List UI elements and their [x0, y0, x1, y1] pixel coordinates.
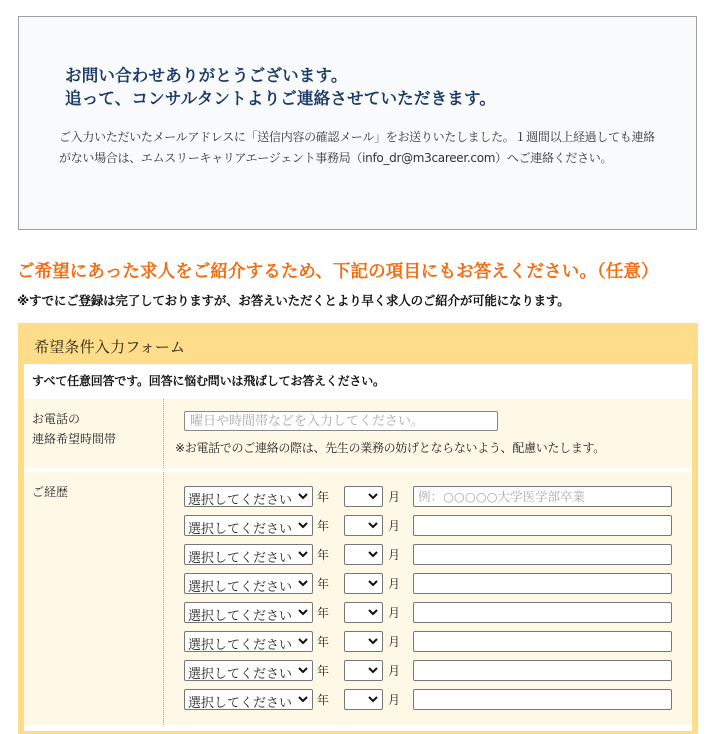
chevron-down-icon — [367, 664, 379, 676]
career-month-select[interactable] — [344, 689, 383, 710]
phone-time-input[interactable] — [184, 411, 498, 431]
month-unit-label: 月 — [388, 490, 401, 504]
career-detail-input[interactable] — [413, 689, 672, 710]
year-unit-label: 年 — [317, 693, 330, 707]
career-entry — [24, 544, 692, 565]
career-year-select[interactable] — [184, 486, 313, 507]
career-detail-input[interactable] — [413, 544, 672, 565]
chevron-down-icon — [367, 635, 379, 647]
career-month-select[interactable] — [344, 486, 383, 507]
career-entry — [24, 602, 692, 623]
year-unit-label: 年 — [317, 664, 330, 678]
chevron-down-icon — [297, 519, 309, 531]
thanks-body-text: ご入力いただいたメールアドレスに「送信内容の確認メール」をお送りいたしました。１週間以上経過しても連絡がない場合は、エムスリーキャリアエージェント事務局（info_dr@m3career.com）へご連絡ください。 — [59, 130, 655, 165]
registration-complete-note: ※すでにご登録は完了しておりますが、お答えいただくとより早く求人のご紹介が可能になります。 — [17, 293, 570, 308]
career-year-value: 選択してください — [188, 696, 293, 711]
career-detail-input[interactable] — [413, 660, 672, 681]
career-label: ご経歴 — [32, 485, 69, 499]
month-unit-label: 月 — [388, 519, 401, 533]
thanks-message-box — [18, 16, 697, 230]
chevron-down-icon — [297, 577, 309, 589]
career-year-select[interactable] — [184, 631, 313, 652]
chevron-down-icon — [367, 548, 379, 560]
year-unit-label: 年 — [317, 548, 330, 562]
chevron-down-icon — [297, 664, 309, 676]
thanks-title — [65, 64, 496, 110]
chevron-down-icon — [297, 606, 309, 618]
career-year-select[interactable] — [184, 515, 313, 536]
career-year-value: 選択してください — [188, 580, 293, 595]
year-unit-label: 年 — [317, 635, 330, 649]
chevron-down-icon — [367, 693, 379, 705]
phone-time-label-line1: お電話の — [32, 412, 81, 426]
form-body — [24, 364, 692, 731]
career-year-value: 選択してください — [188, 551, 293, 566]
chevron-down-icon — [367, 490, 379, 502]
chevron-down-icon — [367, 519, 379, 531]
month-unit-label: 月 — [388, 548, 401, 562]
form-title: 希望条件入力フォーム — [34, 338, 186, 356]
career-year-value: 選択してください — [188, 493, 293, 508]
career-row — [24, 472, 692, 725]
career-detail-input[interactable] — [413, 573, 672, 594]
career-detail-input[interactable] — [413, 631, 672, 652]
year-unit-label: 年 — [317, 490, 330, 504]
career-year-select[interactable] — [184, 544, 313, 565]
form-intro: すべて任意回答です。回答に悩む問いは飛ばしてお答えください。 — [32, 374, 385, 388]
phone-time-label-line2: 連絡希望時間帯 — [32, 432, 117, 446]
career-entry — [24, 631, 692, 652]
column-divider — [163, 472, 164, 725]
career-year-value: 選択してください — [188, 522, 293, 537]
chevron-down-icon — [367, 577, 379, 589]
year-unit-label: 年 — [317, 606, 330, 620]
chevron-down-icon — [297, 490, 309, 502]
career-month-select[interactable] — [344, 602, 383, 623]
optional-questions-heading: ご希望にあった求人をご紹介するため、下記の項目にもお答えください。（任意） — [17, 262, 659, 282]
column-divider — [163, 399, 164, 468]
career-detail-input[interactable] — [413, 602, 672, 623]
month-unit-label: 月 — [388, 693, 401, 707]
month-unit-label: 月 — [388, 577, 401, 591]
career-entry — [24, 515, 692, 536]
chevron-down-icon — [297, 548, 309, 560]
chevron-down-icon — [367, 606, 379, 618]
career-year-select[interactable] — [184, 689, 313, 710]
career-month-select[interactable] — [344, 660, 383, 681]
career-year-value: 選択してください — [188, 609, 293, 624]
phone-time-label — [32, 409, 116, 449]
career-year-select[interactable] — [184, 602, 313, 623]
year-unit-label: 年 — [317, 519, 330, 533]
form-header — [18, 323, 698, 364]
career-month-select[interactable] — [344, 515, 383, 536]
career-year-value: 選択してください — [188, 667, 293, 682]
career-year-value: 選択してください — [188, 638, 293, 653]
year-unit-label: 年 — [317, 577, 330, 591]
phone-time-row — [24, 399, 692, 468]
career-month-select[interactable] — [344, 631, 383, 652]
month-unit-label: 月 — [388, 664, 401, 678]
thanks-title-line1: お問い合わせありがとうございます。 — [65, 66, 348, 85]
career-year-select[interactable] — [184, 573, 313, 594]
career-entry — [24, 660, 692, 681]
month-unit-label: 月 — [388, 606, 401, 620]
career-entry — [24, 689, 692, 710]
career-entry — [24, 486, 692, 507]
career-month-select[interactable] — [344, 544, 383, 565]
career-detail-input[interactable] — [413, 486, 672, 507]
career-detail-input[interactable] — [413, 515, 672, 536]
month-unit-label: 月 — [388, 635, 401, 649]
career-entry — [24, 573, 692, 594]
phone-note: ※お電話でのご連絡の際は、先生の業務の妨げとならないよう、配慮いたします。 — [175, 441, 605, 455]
thanks-title-line2: 追って、コンサルタントよりご連絡させていただきます。 — [65, 89, 497, 108]
preference-form — [18, 323, 698, 734]
career-year-select[interactable] — [184, 660, 313, 681]
chevron-down-icon — [297, 635, 309, 647]
chevron-down-icon — [297, 693, 309, 705]
career-month-select[interactable] — [344, 573, 383, 594]
